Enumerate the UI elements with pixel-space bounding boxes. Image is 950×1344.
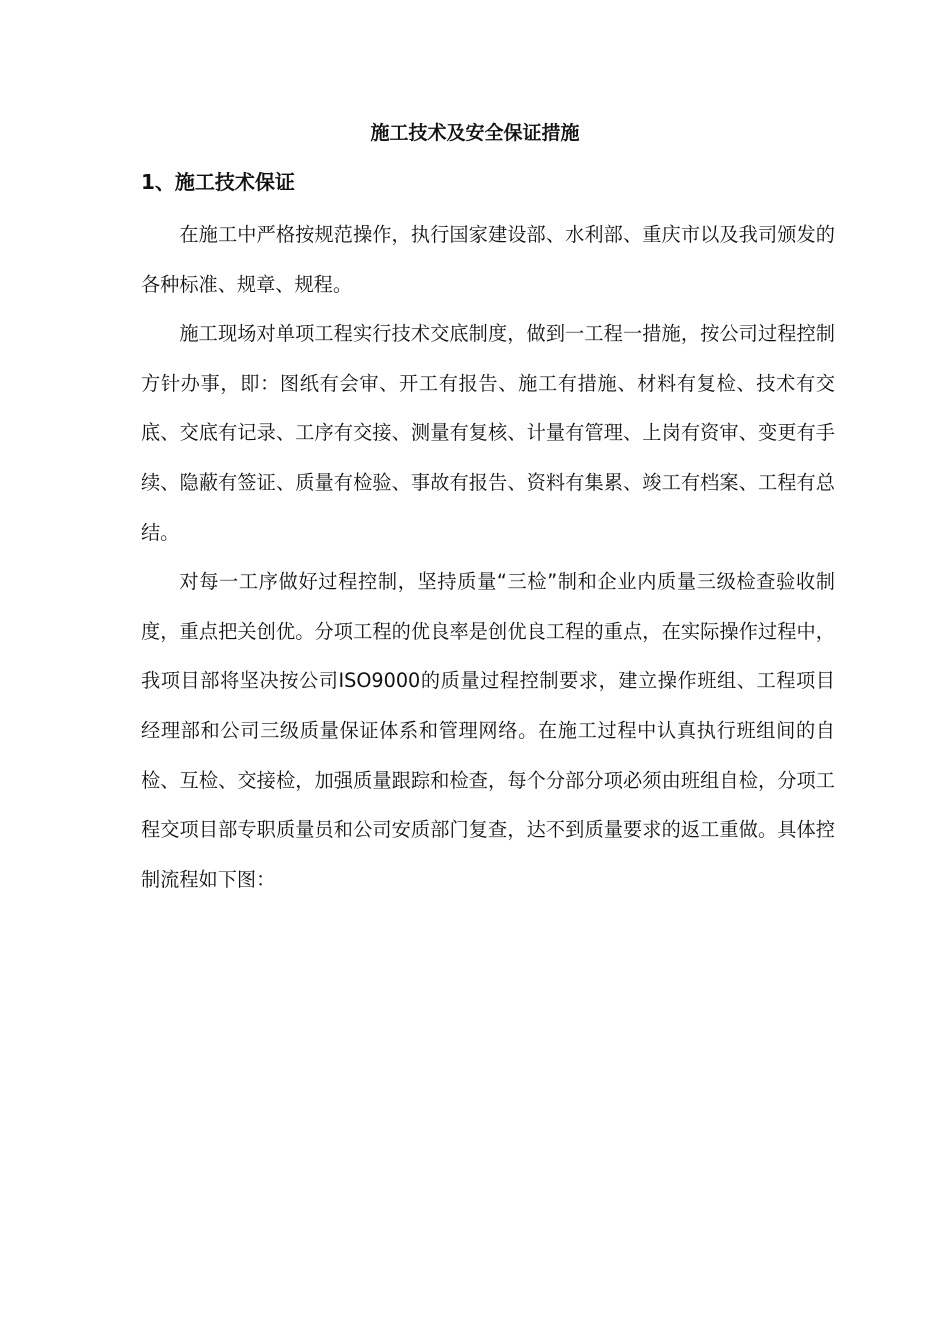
paragraph-technical-briefing: 施工现场对单项工程实行技术交底制度，做到一工程一措施，按公司过程控制方针办事，即：图纸有会审、开工有报告、施工有措施、材料有复检、技术有交底、交底有记录、工序有交接、测量有复核、计量有管理、上岗有资审、变更有手续、隐蔽有签证、质量有检验、事故有报告、资料有集累、竣工有档案、工程有总结。: [141, 322, 835, 544]
document-title: 施工技术及安全保证措施: [370, 122, 580, 144]
section-heading: 1、施工技术保证: [141, 170, 295, 194]
section-body: [141, 210, 835, 904]
paragraph-process-control: 对每一工序做好过程控制，坚持质量“三检”制和企业内质量三级检查验收制度，重点把关创优。分项工程的优良率是创优良工程的重点，在实际操作过程中，我项目部将坚决按公司ISO9000的质量过程控制要求，建立操作班组、工程项目经理部和公司三级质量保证体系和管理网络。在施工过程中认真执行班组间的自检、互检、交接检，加强质量跟踪和检查，每个分部分项必须由班组自检，分项工程交项目部专职质量员和公司安质部门复查，达不到质量要求的返工重做。具体控制流程如下图：: [141, 570, 835, 891]
paragraph-standards: 在施工中严格按规范操作，执行国家建设部、水利部、重庆市以及我司颁发的各种标准、规章、规程。: [141, 223, 835, 296]
